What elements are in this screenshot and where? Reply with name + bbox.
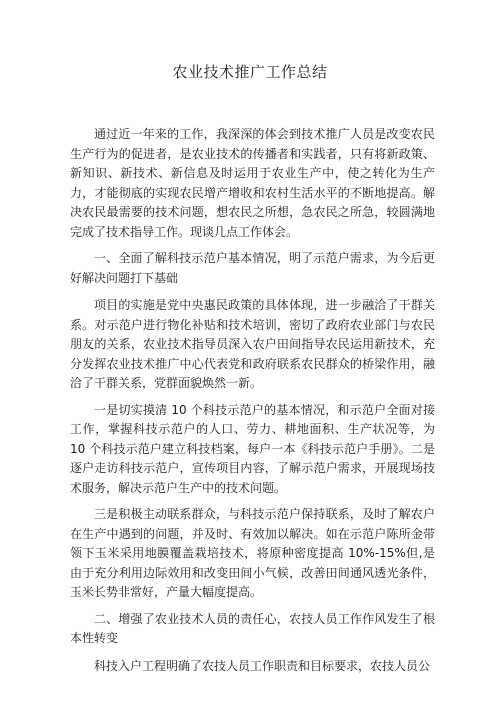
paragraph-intro: 通过近一年来的工作，我深深的体会到技术推广人员是改变农民生产行为的促进者，是农业技术的传播者和实践者，只有将新政策、新知识、新技术、新信息及时运用于农业生产中，使之转化为生产力，才能彻底的实现农民增产增收和农村生活水平的不断地提高。解决农民最需要的技术问题，想农民之所想，急农民之所急，较圆满地完成了技术指导工作。现谈几点工作体会。 — [70, 127, 435, 239]
section-heading-1: 一、全面了解科技示范户基本情况，明了示范户需求，为今后更好解决问题打下基础 — [70, 251, 435, 285]
section-heading-2: 二、增强了农业技术人员的责任心，农技人员工作作风发生了根本性转变 — [70, 611, 435, 645]
paragraph-point-three: 三是积极主动联系群众，与科技示范户保持联系，及时了解农户在生产中遇到的问题，并及时、有效加以解决。如在示范户陈所金带领下玉米采用地膜覆盖栽培技术，将原种密度提高 10%-15%但,是由于充分利用边际效用和改变田间小气候，改善田间通风透光条件，玉米长势非常好，产量大幅度提高。 — [70, 507, 435, 599]
paragraph-point-one-two: 一是切实摸清 10 个科技示范户的基本情况，和示范户全面对接工作，掌握科技示范户的人口、劳力、耕地面积、生产状况等，为 10 个科技示范户建立科技档案，每户一本《科技示范户手册》。二是逐户走访科技示范户，宣传项目内容，了解示范户需求，开展现场技术服务，解决示范户生产中的技术问题。 — [70, 402, 435, 495]
paragraph-responsibility: 科技入户工程明确了农技人员工作职责和目标要求，农技人员公 — [94, 658, 431, 673]
paragraph-project-implementation: 项目的实施是党中央惠民政策的具体体现，进一步融洽了干群关系。对示范户进行物化补贴和技术培训，密切了政府农业部门与农民朋友的关系，农业技术指导员深入农户田间指导农民运用新技术，充分发挥农业技术推广中心代表党和政府联系农民群众的桥梁作用，融洽了干群关系，党群面貌焕然一新。 — [70, 298, 435, 390]
document-body — [70, 125, 435, 683]
document-title: 农业技术推广工作总结 — [172, 63, 328, 81]
